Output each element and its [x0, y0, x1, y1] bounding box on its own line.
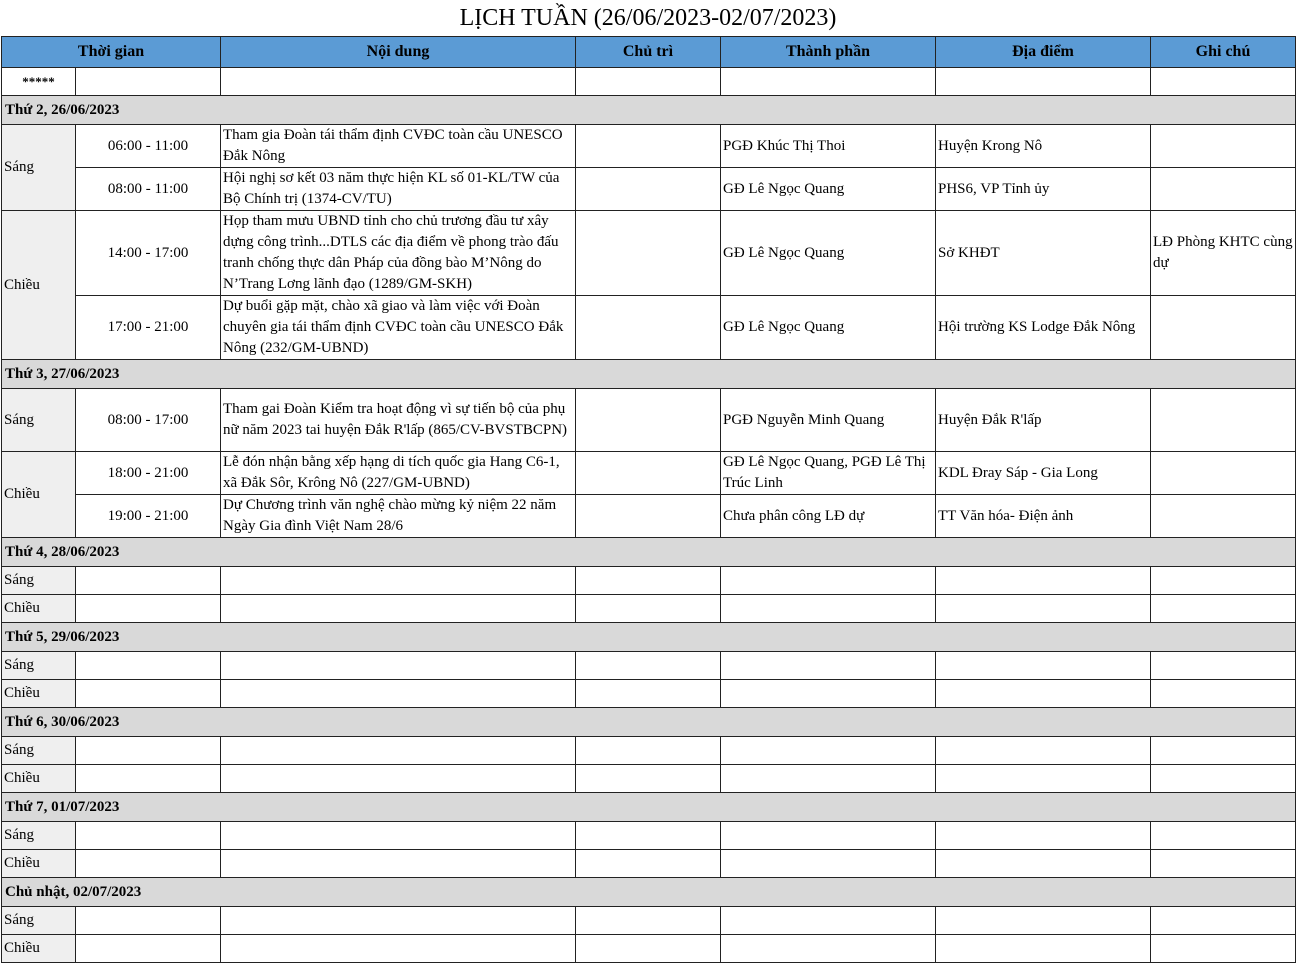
empty-cell: [76, 822, 221, 850]
empty-cell: [936, 680, 1151, 708]
empty-cell: [221, 595, 576, 623]
note-cell: [1151, 125, 1296, 168]
empty-cell: [76, 68, 221, 96]
day-row: [2, 96, 1296, 125]
table-row: [2, 850, 1296, 878]
table-row: [2, 680, 1296, 708]
session-label: Sáng: [2, 125, 76, 211]
empty-cell: [721, 567, 936, 595]
empty-cell: [576, 737, 721, 765]
note-cell: [1151, 168, 1296, 211]
table-row: [2, 495, 1296, 538]
day-label: Thứ 5, 29/06/2023: [2, 623, 1296, 652]
session-label: Sáng: [2, 822, 76, 850]
empty-cell: [76, 907, 221, 935]
empty-cell: [721, 935, 936, 963]
session-label: Sáng: [2, 737, 76, 765]
empty-cell: [221, 737, 576, 765]
header-note: Ghi chú: [1151, 37, 1296, 68]
empty-cell: [1151, 68, 1296, 96]
session-label: Sáng: [2, 907, 76, 935]
host-cell: [576, 125, 721, 168]
empty-cell: [721, 737, 936, 765]
table-row: [2, 907, 1296, 935]
members-cell: GĐ Lê Ngọc Quang, PGĐ Lê Thị Trúc Linh: [721, 452, 936, 495]
table-row: [2, 737, 1296, 765]
table-row: [2, 822, 1296, 850]
empty-cell: [76, 765, 221, 793]
empty-cell: [576, 652, 721, 680]
table-row: [2, 765, 1296, 793]
header-content: Nội dung: [221, 37, 576, 68]
host-cell: [576, 211, 721, 296]
location-cell: Huyện Đắk R'lấp: [936, 389, 1151, 452]
empty-cell: [576, 907, 721, 935]
empty-cell: [936, 907, 1151, 935]
location-cell: Huyện Krong Nô: [936, 125, 1151, 168]
session-label: Chiều: [2, 765, 76, 793]
empty-cell: [576, 935, 721, 963]
location-cell: Hội trường KS Lodge Đắk Nông: [936, 296, 1151, 360]
empty-cell: [76, 737, 221, 765]
empty-cell: [1151, 652, 1296, 680]
content-cell: Lễ đón nhận bằng xếp hạng di tích quốc gia Hang C6-1, xã Đắk Sôr, Krông Nô (227/GM-UBND): [221, 452, 576, 495]
day-label: Thứ 6, 30/06/2023: [2, 708, 1296, 737]
empty-cell: [936, 567, 1151, 595]
host-cell: [576, 495, 721, 538]
empty-cell: [221, 765, 576, 793]
time-cell: 08:00 - 17:00: [76, 389, 221, 452]
empty-cell: [721, 652, 936, 680]
table-row: [2, 125, 1296, 168]
empty-cell: [1151, 595, 1296, 623]
empty-cell: [936, 652, 1151, 680]
empty-cell: [936, 765, 1151, 793]
empty-cell: [576, 567, 721, 595]
empty-cell: [721, 68, 936, 96]
table-row: [2, 296, 1296, 360]
empty-cell: [76, 935, 221, 963]
empty-cell: [1151, 935, 1296, 963]
members-cell: Chưa phân công LĐ dự: [721, 495, 936, 538]
empty-cell: [1151, 680, 1296, 708]
empty-cell: [76, 680, 221, 708]
note-cell: [1151, 495, 1296, 538]
location-cell: PHS6, VP Tỉnh ủy: [936, 168, 1151, 211]
session-label: Sáng: [2, 652, 76, 680]
location-cell: Sở KHĐT: [936, 211, 1151, 296]
table-row: [2, 452, 1296, 495]
content-cell: Dự buổi gặp mặt, chào xã giao và làm việc với Đoàn chuyên gia tái thẩm định CVĐC toàn cầu UNESCO Đắk Nông (232/GM-UBND): [221, 296, 576, 360]
members-cell: GĐ Lê Ngọc Quang: [721, 168, 936, 211]
session-label: Sáng: [2, 389, 76, 452]
empty-cell: [576, 765, 721, 793]
location-cell: TT Văn hóa- Điện ảnh: [936, 495, 1151, 538]
day-label: Thứ 7, 01/07/2023: [2, 793, 1296, 822]
empty-cell: [936, 68, 1151, 96]
day-row: [2, 793, 1296, 822]
empty-cell: [1151, 737, 1296, 765]
note-cell: [1151, 389, 1296, 452]
header-location: Địa điểm: [936, 37, 1151, 68]
empty-cell: [1151, 765, 1296, 793]
stars-cell: *****: [2, 68, 76, 96]
placeholder-row: [2, 68, 1296, 96]
day-label: Chủ nhật, 02/07/2023: [2, 878, 1296, 907]
empty-cell: [221, 68, 576, 96]
note-cell: [1151, 452, 1296, 495]
content-cell: Tham gai Đoàn Kiểm tra hoạt động vì sự tiến bộ của phụ nữ năm 2023 tai huyện Đắk R'lấp (865/CV-BVSTBCPN): [221, 389, 576, 452]
header-members: Thành phần: [721, 37, 936, 68]
time-cell: 06:00 - 11:00: [76, 125, 221, 168]
empty-cell: [576, 680, 721, 708]
table-row: [2, 389, 1296, 452]
members-cell: GĐ Lê Ngọc Quang: [721, 211, 936, 296]
empty-cell: [76, 652, 221, 680]
session-label: Chiều: [2, 680, 76, 708]
content-cell: Hội nghị sơ kết 03 năm thực hiện KL số 01-KL/TW của Bộ Chính trị (1374-CV/TU): [221, 168, 576, 211]
location-cell: KDL Đray Sáp - Gia Long: [936, 452, 1151, 495]
empty-cell: [576, 822, 721, 850]
empty-cell: [576, 595, 721, 623]
header-host: Chủ trì: [576, 37, 721, 68]
day-label: Thứ 4, 28/06/2023: [2, 538, 1296, 567]
header-row: [2, 37, 1296, 68]
empty-cell: [1151, 907, 1296, 935]
content-cell: Họp tham mưu UBND tỉnh cho chủ trương đầu tư xây dựng công trình...DTLS các địa điểm về phong trào đấu tranh chống thực dân Pháp của đồng bào M’Nông do N’Trang Lơng lãnh đạo (1289/GM-SKH): [221, 211, 576, 296]
host-cell: [576, 389, 721, 452]
note-cell: LĐ Phòng KHTC cùng dự: [1151, 211, 1296, 296]
session-label: Chiều: [2, 935, 76, 963]
schedule-table: [1, 36, 1296, 963]
empty-cell: [76, 595, 221, 623]
empty-cell: [221, 850, 576, 878]
time-cell: 17:00 - 21:00: [76, 296, 221, 360]
time-cell: 18:00 - 21:00: [76, 452, 221, 495]
session-label: Chiều: [2, 850, 76, 878]
empty-cell: [221, 652, 576, 680]
empty-cell: [221, 935, 576, 963]
empty-cell: [576, 68, 721, 96]
host-cell: [576, 452, 721, 495]
time-cell: 19:00 - 21:00: [76, 495, 221, 538]
table-row: [2, 168, 1296, 211]
empty-cell: [221, 822, 576, 850]
empty-cell: [1151, 822, 1296, 850]
session-label: Chiều: [2, 211, 76, 360]
table-row: [2, 935, 1296, 963]
session-label: Chiều: [2, 595, 76, 623]
empty-cell: [936, 595, 1151, 623]
host-cell: [576, 168, 721, 211]
empty-cell: [936, 935, 1151, 963]
empty-cell: [1151, 567, 1296, 595]
content-cell: Tham gia Đoàn tái thẩm định CVĐC toàn cầu UNESCO Đắk Nông: [221, 125, 576, 168]
host-cell: [576, 296, 721, 360]
empty-cell: [576, 850, 721, 878]
empty-cell: [721, 680, 936, 708]
members-cell: GĐ Lê Ngọc Quang: [721, 296, 936, 360]
empty-cell: [936, 850, 1151, 878]
table-row: [2, 567, 1296, 595]
empty-cell: [721, 907, 936, 935]
empty-cell: [76, 850, 221, 878]
empty-cell: [221, 907, 576, 935]
empty-cell: [721, 850, 936, 878]
empty-cell: [721, 765, 936, 793]
session-label: Sáng: [2, 567, 76, 595]
day-label: Thứ 2, 26/06/2023: [2, 96, 1296, 125]
day-row: [2, 538, 1296, 567]
table-row: [2, 595, 1296, 623]
day-row: [2, 708, 1296, 737]
time-cell: 08:00 - 11:00: [76, 168, 221, 211]
day-label: Thứ 3, 27/06/2023: [2, 360, 1296, 389]
note-cell: [1151, 296, 1296, 360]
empty-cell: [936, 737, 1151, 765]
time-cell: 14:00 - 17:00: [76, 211, 221, 296]
day-row: [2, 360, 1296, 389]
empty-cell: [721, 822, 936, 850]
empty-cell: [221, 680, 576, 708]
empty-cell: [1151, 850, 1296, 878]
day-row: [2, 878, 1296, 907]
day-row: [2, 623, 1296, 652]
empty-cell: [936, 822, 1151, 850]
content-cell: Dự Chương trình văn nghệ chào mừng kỷ niệm 22 năm Ngày Gia đình Việt Nam 28/6: [221, 495, 576, 538]
table-row: [2, 211, 1296, 296]
empty-cell: [76, 567, 221, 595]
session-label: Chiều: [2, 452, 76, 538]
table-row: [2, 652, 1296, 680]
members-cell: PGĐ Khúc Thị Thoi: [721, 125, 936, 168]
members-cell: PGĐ Nguyễn Minh Quang: [721, 389, 936, 452]
page-title: LỊCH TUẦN (26/06/2023-02/07/2023): [459, 5, 837, 31]
header-time: Thời gian: [2, 37, 221, 68]
empty-cell: [721, 595, 936, 623]
empty-cell: [221, 567, 576, 595]
